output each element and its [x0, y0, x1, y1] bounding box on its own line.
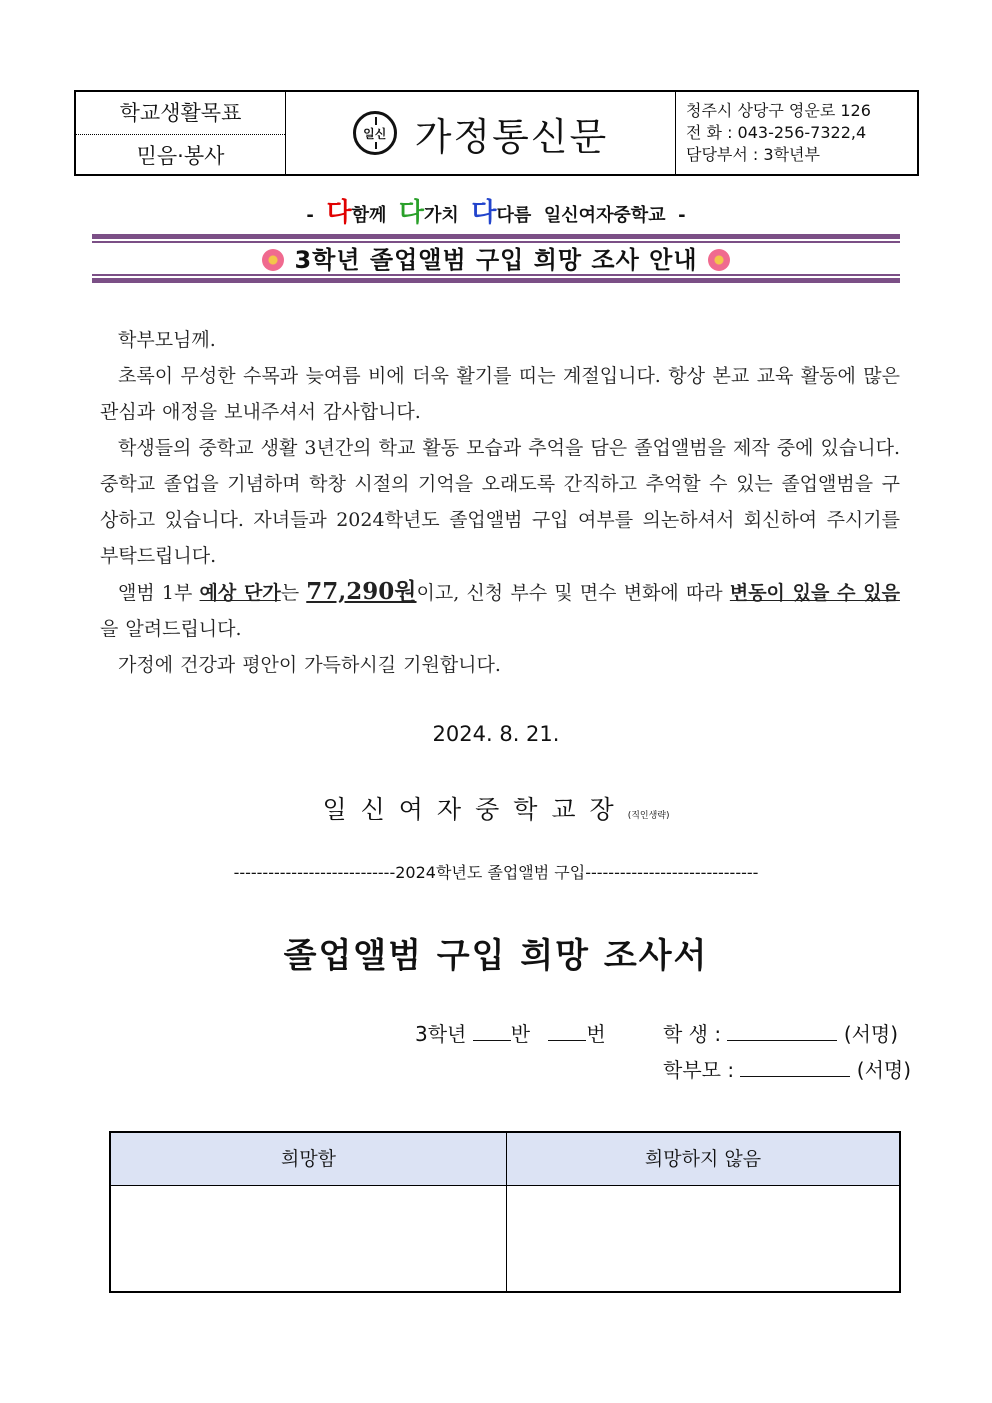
survey-table [109, 1131, 901, 1293]
school-goal-box [76, 92, 286, 174]
price: 77,290원 [306, 578, 417, 605]
contact-info [676, 92, 917, 174]
slogan-letter: 다 [326, 198, 352, 228]
school-seal-icon: 일신 [353, 111, 397, 155]
wish-column[interactable] [111, 1133, 507, 1291]
paragraph-3: 앨범 1부 예상 단가는 77,290원이고, 신청 부수 및 면수 변화에 따라 변동이 있을 수 있음을 알려드립니다. [100, 578, 900, 640]
paragraph-4: 가정에 건강과 평안이 가득하시길 기원합니다. [118, 654, 501, 676]
form-title: 졸업앨범 구입 희망 조사서 [283, 936, 709, 976]
slogan-letter: 다 [471, 198, 497, 228]
slogan-dash: - [678, 205, 686, 226]
slogan-school: 일신여자중학교 [543, 205, 666, 226]
change-notice: 변동이 있을 수 있음 [729, 582, 900, 604]
cut-line: ----------------------------2024학년도 졸업앨범 구입------------------------------ [233, 863, 759, 882]
title-rule-bottom-thin [92, 274, 900, 276]
paragraph-2: 학생들의 중학교 생활 3년간의 학교 활동 모습과 추억을 담은 졸업앨범을 제작 중에 있습니다. 중학교 졸업을 기념하며 학창 시절의 기억을 오래도록 간직하고 추억할 수 있는 졸업앨범을 구상하고 있습니다. 자녀들과 2024학년도 졸업앨범 구입 여부를 의논하셔서 회신하여 주시기를 부탁드립니다. [100, 437, 900, 567]
class-blank[interactable] [473, 1024, 511, 1041]
title-rule-bottom [92, 278, 900, 283]
seal-omitted-note: (직인생략) [627, 811, 670, 821]
newsletter-title-box [286, 92, 676, 174]
student-sign-line: 학 생 : (서명) [663, 1022, 899, 1046]
flower-icon [262, 249, 284, 271]
slogan-letter: 다 [398, 198, 425, 228]
phone: 전 화 : 043-256-7322,4 [686, 123, 867, 142]
paragraph-1: 초록이 무성한 수목과 늦여름 비에 더욱 활기를 띠는 계절입니다. 항상 본교 교육 활동에 많은 관심과 애정을 보내주셔서 감사합니다. [100, 365, 900, 423]
parent-sign-blank[interactable] [740, 1060, 850, 1077]
department: 담당부서 : 3학년부 [686, 145, 820, 164]
flower-icon [708, 249, 730, 271]
school-slogan [0, 192, 992, 229]
parent-sign-line: 학부모 : (서명) [663, 1058, 912, 1082]
slogan-word: 다름 [496, 205, 532, 226]
slogan-dash: - [306, 205, 314, 226]
issue-date: 2024. 8. 21. [432, 722, 560, 746]
slogan-word: 가치 [424, 205, 459, 226]
slogan-word: 함께 [351, 205, 387, 226]
no-wish-header: 희망하지 않음 [507, 1133, 899, 1186]
school-goal-label: 학교생활목표 [76, 92, 285, 135]
student-sign-blank[interactable] [727, 1024, 837, 1041]
title-rule-top [92, 234, 900, 239]
wish-header: 희망함 [111, 1133, 506, 1186]
greeting: 학부모님께. [118, 329, 216, 351]
principal-signature: 일신여자중학교장(직인생략) [322, 795, 670, 824]
header-table [74, 90, 919, 176]
letter-body [100, 322, 900, 683]
newsletter-title: 가정통신문 [414, 114, 609, 159]
no-wish-column[interactable] [507, 1133, 899, 1291]
address: 청주시 상당구 영운로 126 [686, 101, 871, 120]
class-number-line: 3학년 반 번 [415, 1022, 606, 1046]
notice-title [92, 240, 900, 275]
notice-title-text: 3학년 졸업앨범 구입 희망 조사 안내 [294, 246, 698, 274]
school-goal-value: 믿음·봉사 [136, 144, 225, 168]
number-blank[interactable] [548, 1024, 586, 1041]
unit-price-label: 예상 단가 [199, 582, 281, 604]
